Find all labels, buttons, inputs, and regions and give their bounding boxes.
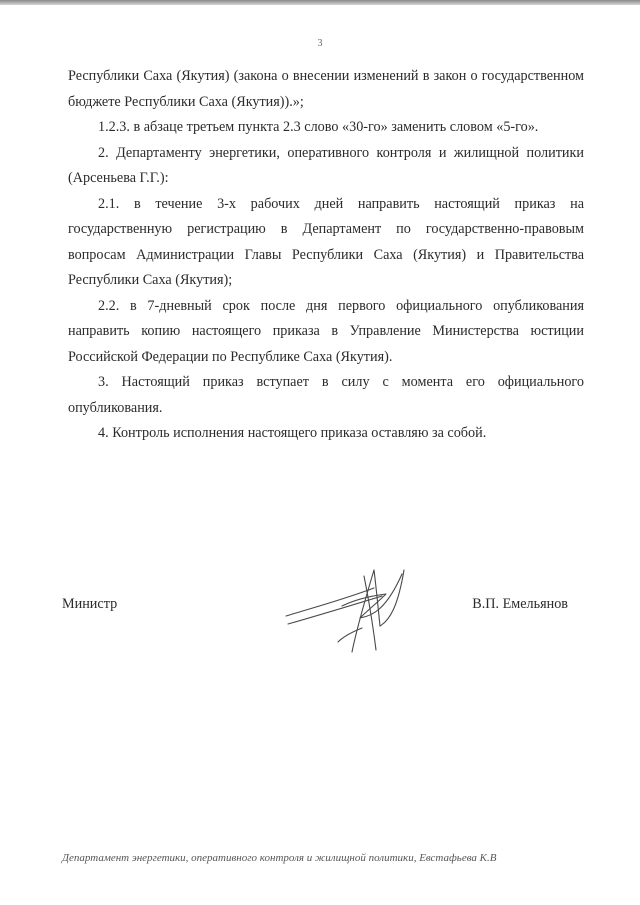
paragraph-2-2: 2.2. в 7-дневный срок после дня первого официального опубликования направить копию настоящего приказа в Управление Министерства юстиции Российской Федерации по Республике Саха (Якутия). bbox=[68, 297, 584, 365]
minister-position-label: Министр bbox=[62, 596, 118, 612]
paragraph-2-1: 2.1. в течение 3-х рабочих дней направить настоящий приказ на государственную регистрацию в Департамент по государственно-правовым вопросам Администрации Главы Республики Саха (Якутия) и Правительства Республики Саха (Якутия); bbox=[68, 195, 584, 288]
minister-name: В.П. Емельянов bbox=[472, 596, 568, 612]
page-number: 3 bbox=[317, 38, 323, 49]
document-footer: Департамент энергетики, оперативного контроля и жилищной политики, Евстафьева К.В bbox=[62, 852, 497, 864]
scan-top-edge bbox=[0, 0, 640, 5]
paragraph-3: 3. Настоящий приказ вступает в силу с момента его официального опубликования. bbox=[68, 374, 584, 416]
paragraph-2: 2. Департаменту энергетики, оперативного контроля и жилищной политики (Арсеньева Г.Г.): bbox=[68, 144, 584, 186]
handwritten-signature bbox=[282, 566, 412, 658]
paragraph-1-2-3: 1.2.3. в абзаце третьем пункта 2.3 слово «30-го» заменить словом «5-го». bbox=[98, 119, 539, 135]
paragraph-4: 4. Контроль исполнения настоящего приказа оставляю за собой. bbox=[98, 425, 487, 441]
document-body bbox=[68, 64, 584, 447]
paragraph-continuation: Республики Саха (Якутия) (закона о внесении изменений в закон о государственном бюджете Республики Саха (Якутия)).»; bbox=[68, 68, 584, 110]
